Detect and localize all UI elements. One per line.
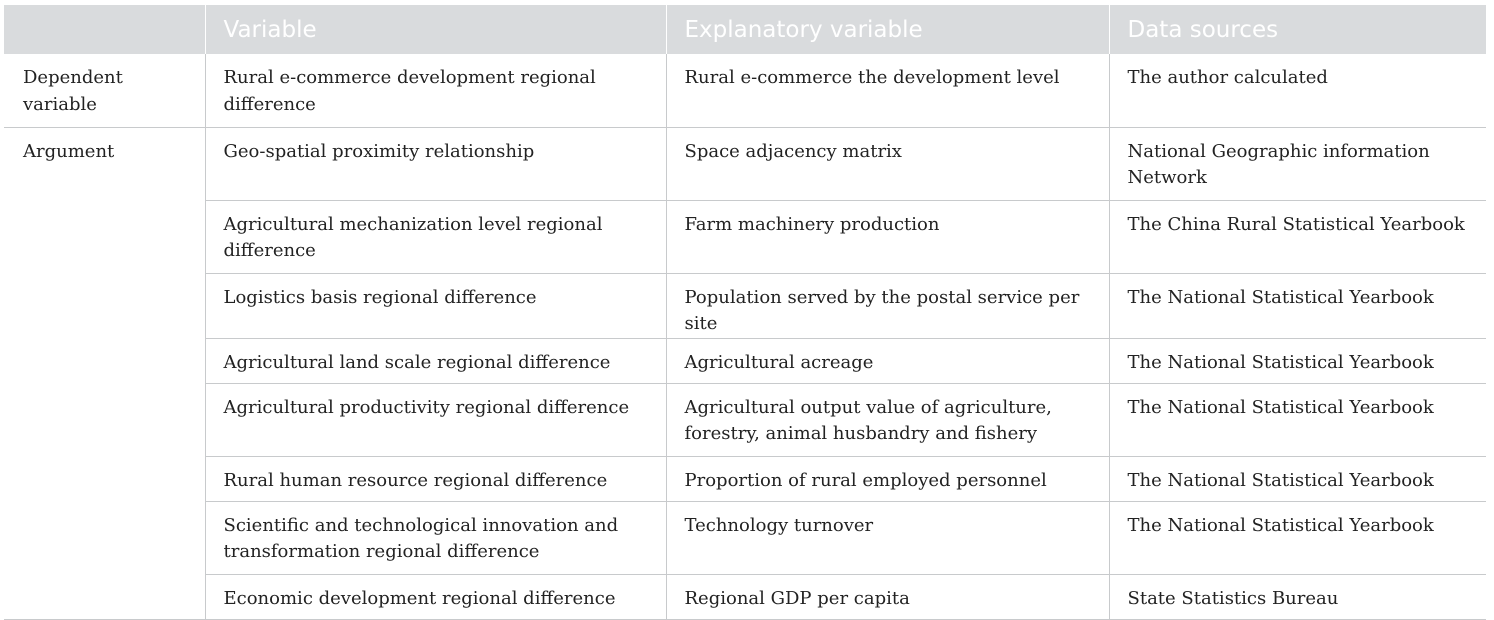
row-group-cell — [4, 501, 205, 574]
row-group-cell — [4, 383, 205, 456]
table-row — [4, 127, 1486, 200]
source-cell: The National Statistical Yearbook — [1109, 383, 1486, 456]
table-row — [4, 501, 1486, 574]
row-group-cell — [4, 200, 205, 273]
explanatory-cell: Technology turnover — [666, 501, 1109, 574]
variable-cell: Rural e-commerce development regional difference — [205, 54, 666, 127]
row-group-cell: Argument — [23, 140, 115, 162]
variable-cell: Geo-spatial proximity relationship — [205, 127, 666, 200]
header-cell-explanatory-variable: Explanatory variable — [666, 5, 1109, 54]
explanatory-cell: Population served by the postal service per site — [666, 273, 1109, 338]
table-row — [4, 54, 1486, 127]
explanatory-cell: Agricultural acreage — [666, 338, 1109, 383]
variable-cell: Agricultural productivity regional difference — [205, 383, 666, 456]
header-cell-variable: Variable — [205, 5, 666, 54]
explanatory-cell: Regional GDP per capita — [666, 574, 1109, 619]
source-cell: National Geographic information Network — [1109, 127, 1486, 200]
source-cell: The National Statistical Yearbook — [1109, 456, 1486, 501]
variable-cell: Agricultural mechanization level regional difference — [205, 200, 666, 273]
table-row — [4, 338, 1486, 383]
row-group-cell — [4, 273, 205, 338]
explanatory-cell: Proportion of rural employed personnel — [666, 456, 1109, 501]
source-cell: The China Rural Statistical Yearbook — [1109, 200, 1486, 273]
row-group-cell — [4, 456, 205, 501]
source-cell: The National Statistical Yearbook — [1109, 501, 1486, 574]
row-group-cell — [4, 574, 205, 619]
variable-cell: Agricultural land scale regional difference — [205, 338, 666, 383]
variable-cell: Economic development regional difference — [205, 574, 666, 619]
row-group-cell: Dependent variable — [4, 54, 205, 127]
explanatory-cell: Rural e-commerce the development level — [666, 54, 1109, 127]
source-cell: The author calculated — [1109, 54, 1486, 127]
explanatory-cell: Space adjacency matrix — [666, 127, 1109, 200]
table-row — [4, 200, 1486, 273]
header-row — [4, 5, 1486, 54]
variable-cell: Logistics basis regional difference — [205, 273, 666, 338]
explanatory-cell: Farm machinery production — [666, 200, 1109, 273]
header-cell-data-sources: Data sources — [1109, 5, 1486, 54]
source-cell: The National Statistical Yearbook — [1109, 273, 1486, 338]
table-row — [4, 574, 1486, 619]
data-table — [4, 5, 1486, 620]
source-cell: State Statistics Bureau — [1109, 574, 1486, 619]
variable-cell: Scientific and technological innovation and transformation regional difference — [205, 501, 666, 574]
row-group-cell — [4, 338, 205, 383]
table-row — [4, 456, 1486, 501]
explanatory-cell: Agricultural output value of agriculture, forestry, animal husbandry and fishery — [666, 383, 1109, 456]
table-row — [4, 273, 1486, 338]
table-row — [4, 383, 1486, 456]
variable-cell: Rural human resource regional difference — [205, 456, 666, 501]
source-cell: The National Statistical Yearbook — [1109, 338, 1486, 383]
header-cell-blank — [4, 5, 205, 54]
